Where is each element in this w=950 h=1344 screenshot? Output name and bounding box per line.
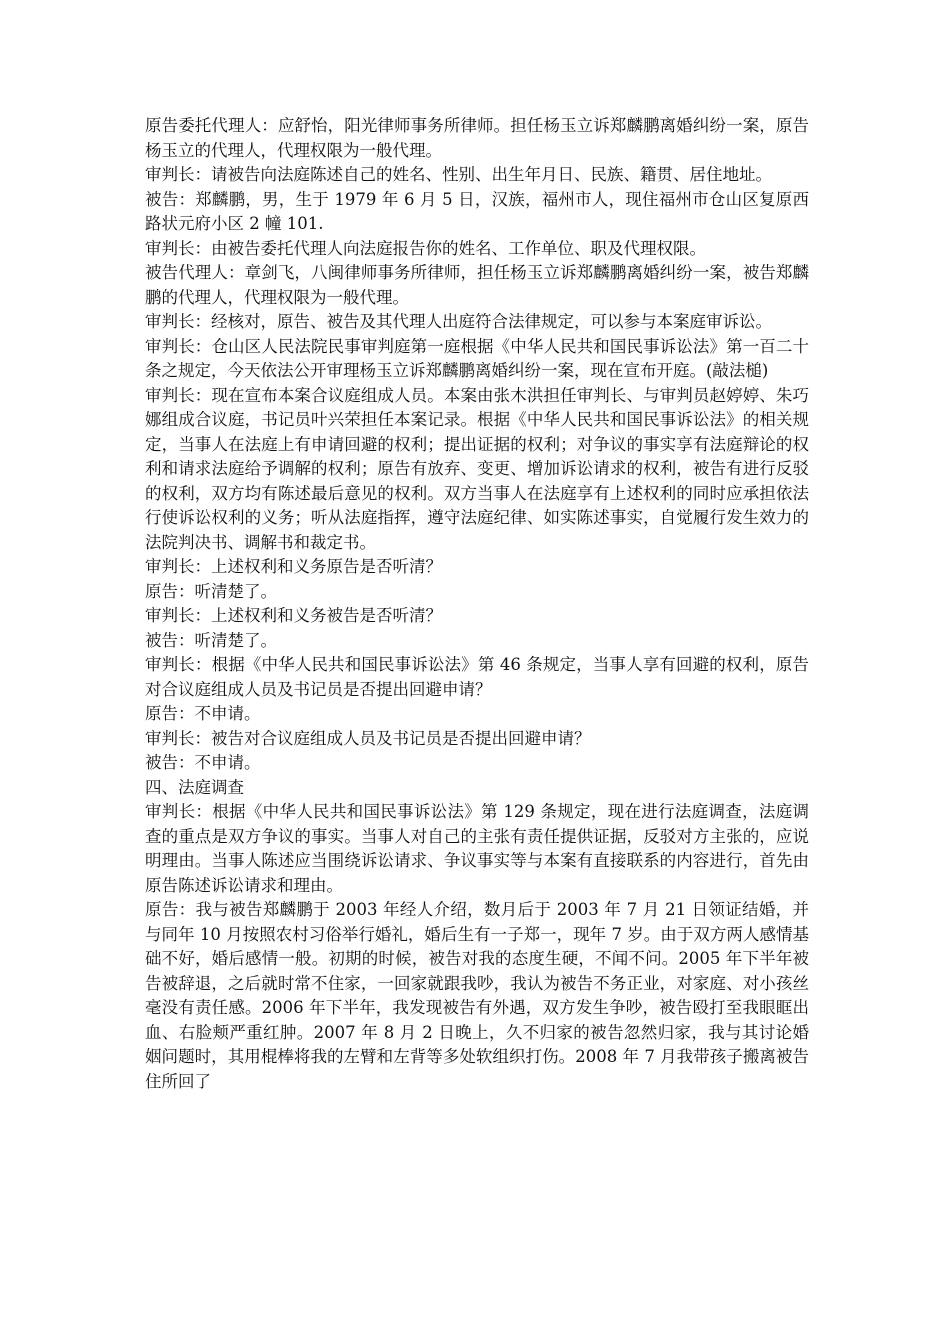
paragraph-defendant-agent: 被告代理人：章剑飞，八闽律师事务所律师，担任杨玉立诉郑麟鹏离婚纠纷一案，被告郑麟鹏的代理人，代理权限为一般代理。 <box>145 263 809 307</box>
paragraph-plaintiff-agent: 原告委托代理人：应舒怡，阳光律师事务所律师。担任杨玉立诉郑麟鹏离婚纠纷一案，原告杨玉立的代理人，代理权限为一般代理。 <box>145 116 809 160</box>
paragraph-plaintiff-no-recusal: 原告：不申请。 <box>145 704 261 723</box>
paragraph-judge-panel-rights: 审判长：现在宣布本案合议庭组成人员。本案由张木洪担任审判长、与审判员赵婷婷、朱巧娜组成合议庭，书记员叶兴荣担任本案记录。根据《中华人民共和国民事诉讼法》的相关规定，当事人在法庭上有申请回避的权利；提出证据的权利；对争议的事实享有法庭辩论的权利和请求法庭给予调解的权利；原告有放弃、变更、增加诉讼请求的权利，被告有进行反驳的权利，双方均有陈述最后意见的权利。双方当事人在法庭享有上述权利的同时应承担依法行使诉讼权利的义务；听从法庭指挥，遵守法庭纪律、如实陈述事实，自觉履行发生效力的法院判决书、调解书和裁定书。 <box>145 385 809 552</box>
document-body <box>145 114 809 1094</box>
paragraph-defendant-understood: 被告：听清楚了。 <box>145 630 277 650</box>
paragraph-judge-open-court: 审判长：仓山区人民法院民事审判庭第一庭根据《中华人民共和国民事诉讼法》第一百二十条之规定，今天依法公开审理杨玉立诉郑麟鹏离婚纠纷一案，现在宣布开庭。(敲法槌) <box>145 336 809 380</box>
paragraph-judge-investigation: 审判长：根据《中华人民共和国民事诉讼法》第 129 条规定，现在进行法庭调查，法庭调查的重点是双方争议的事实。当事人对自己的主张有责任提供证据，反驳对方主张的，应说明理由。当事人陈述应当围绕诉讼请求、争议事实等与本案有直接联系的内容进行，首先由原告陈述诉讼请求和理由。 <box>145 802 809 895</box>
paragraph-judge-ask-agent-info: 审判长：由被告委托代理人向法庭报告你的姓名、工作单位、职及代理权限。 <box>145 238 706 258</box>
paragraph-defendant-info: 被告：郑麟鹏，男，生于 1979 年 6 月 5 日，汉族，福州市人，现住福州市仓山区复原西路状元府小区 2 幢 101. <box>145 189 809 233</box>
paragraph-defendant-no-recusal: 被告：不申请。 <box>145 753 261 772</box>
paragraph-judge-ask-plaintiff-understood: 审判长：上述权利和义务原告是否听清？ <box>145 557 442 576</box>
section-heading-court-investigation: 四、法庭调查 <box>145 777 244 797</box>
paragraph-judge-ask-defendant-info: 审判长：请被告向法庭陈述自己的姓名、性别、出生年月日、民族、籍贯、居住地址。 <box>145 165 772 184</box>
paragraph-judge-verification: 审判长：经核对，原告、被告及其代理人出庭符合法律规定，可以参与本案庭审诉讼。 <box>145 312 772 331</box>
paragraph-judge-recusal-plaintiff: 审判长：根据《中华人民共和国民事诉讼法》第 46 条规定，当事人享有回避的权利，原告对合议庭组成人员及书记员是否提出回避申请？ <box>145 655 809 699</box>
paragraph-judge-recusal-defendant: 审判长：被告对合议庭组成人员及书记员是否提出回避申请？ <box>145 728 591 748</box>
paragraph-plaintiff-statement: 原告：我与被告郑麟鹏于 2003 年经人介绍，数月后于 2003 年 7 月 21 日领证结婚，并与同年 10 月按照农村习俗举行婚礼，婚后生有一子郑一，现年 7 岁。由于双方两人感情基础不好，婚后感情一般。初期的时候，被告对我的态度生硬，不闻不问。2005 年下半年被告被辞退，之后就时常不住家，一回家就跟我吵，我认为被告不务正业，对家庭、对小孩丝毫没有责任感。2006 年下半年，我发现被告有外遇，双方发生争吵，被告殴打至我眼眶出血、右脸颊严重红肿。2007 年 8 月 2 日晚上，久不归家的被告忽然归家，我与其讨论婚姻问题时，其用棍棒将我的左臂和左背等多处软组织打伤。2008 年 7 月我带孩子搬离被告住所回了 <box>145 900 809 1091</box>
paragraph-judge-ask-defendant-understood: 审判长：上述权利和义务被告是否听清？ <box>145 606 442 625</box>
paragraph-plaintiff-understood: 原告：听清楚了。 <box>145 581 277 601</box>
